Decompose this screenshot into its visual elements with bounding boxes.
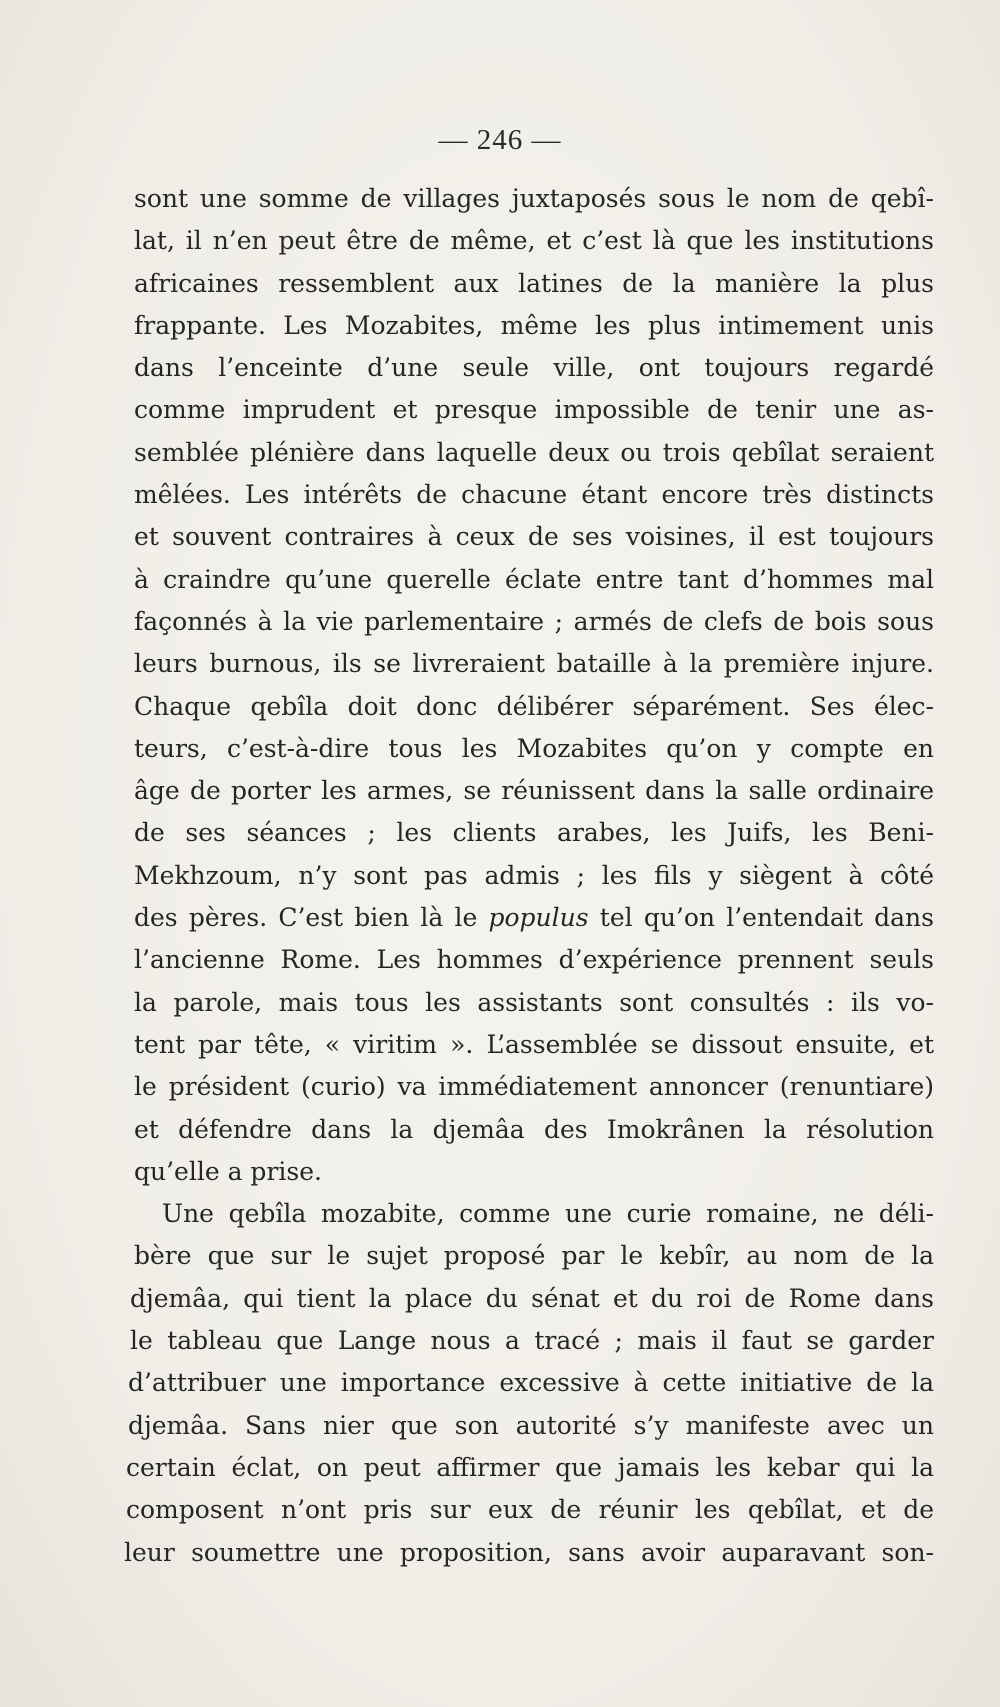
- text-line: à craindre qu’une querelle éclate entre tant d’hommes mal: [134, 564, 934, 594]
- text-line: bère que sur le sujet proposé par le kebîr, au nom de la: [134, 1241, 934, 1271]
- text-line: de ses séances ; les clients arabes, les Juifs, les Beni-: [134, 818, 934, 848]
- text-line: âge de porter les armes, se réunissent dans la salle ordinaire: [134, 776, 934, 806]
- paragraph-start-line: Une qebîla mozabite, comme une curie romaine, ne déli-: [162, 1199, 934, 1229]
- text-line: et défendre dans la djemâa des Imokrânen la résolution: [134, 1114, 934, 1144]
- text-line: tent par tête, « viritim ». L’assemblée se dissout ensuite, et: [134, 1029, 934, 1059]
- text-line: le président (curio) va immédiatement annoncer (renuntiare): [134, 1072, 934, 1102]
- text-line-tail: tel qu’on l’entendait dans: [599, 903, 934, 933]
- page-number: — 246 —: [438, 124, 562, 156]
- text-line: Chaque qebîla doit donc délibérer séparément. Ses élec-: [134, 691, 934, 721]
- text-line: d’attribuer une importance excessive à cette initiative de la: [128, 1368, 934, 1398]
- text-line: frappante. Les Mozabites, même les plus intimement unis: [134, 310, 934, 340]
- text-line: djemâa, qui tient la place du sénat et du roi de Rome dans: [130, 1283, 934, 1313]
- text-line: l’ancienne Rome. Les hommes d’expérience prennent seuls: [134, 945, 934, 975]
- text-line: mêlées. Les intérêts de chacune étant encore très distincts: [134, 480, 934, 510]
- text-line: africaines ressemblent aux latines de la manière la plus: [134, 268, 934, 298]
- text-line: et souvent contraires à ceux de ses voisines, il est toujours: [134, 522, 934, 552]
- italic-word-populus: populus: [488, 903, 589, 933]
- text-line: la parole, mais tous les assistants sont consultés : ils vo-: [134, 987, 934, 1017]
- text-line: comme imprudent et presque impossible de tenir une as-: [134, 395, 934, 425]
- text-line: sont une somme de villages juxtaposés sous le nom de qebî-: [134, 184, 934, 213]
- text-line: semblée plénière dans laquelle deux ou trois qebîlat seraient: [134, 437, 934, 467]
- body-text: [124, 178, 934, 1574]
- text-line: façonnés à la vie parlementaire ; armés de clefs de bois sous: [134, 606, 934, 636]
- text-line: leurs burnous, ils se livreraient bataille à la première injure.: [134, 649, 934, 679]
- text-line: teurs, c’est-à-dire tous les Mozabites qu’on y compte en: [134, 733, 934, 763]
- text-line: composent n’ont pris sur eux de réunir les qebîlat, et de: [126, 1495, 934, 1525]
- text-line: le tableau que Lange nous a tracé ; mais il faut se garder: [130, 1326, 934, 1356]
- text-line: dans l’enceinte d’une seule ville, ont toujours regardé: [134, 353, 934, 383]
- text-line-with-italic: [134, 897, 934, 939]
- text-line: djemâa. Sans nier que son autorité s’y manifeste avec un: [128, 1410, 934, 1440]
- text-line: certain éclat, on peut affirmer que jamais les kebar qui la: [126, 1452, 934, 1482]
- text-line: Mekhzoum, n’y sont pas admis ; les fils y siègent à côté: [134, 860, 934, 890]
- text-line: qu’elle a prise.: [134, 1156, 322, 1186]
- text-line: leur soumettre une proposition, sans avoir auparavant son-: [124, 1537, 934, 1567]
- text-line: lat, il n’en peut être de même, et c’est là que les institutions: [134, 226, 934, 256]
- text-line-head: des pères. C’est bien là le: [134, 903, 478, 933]
